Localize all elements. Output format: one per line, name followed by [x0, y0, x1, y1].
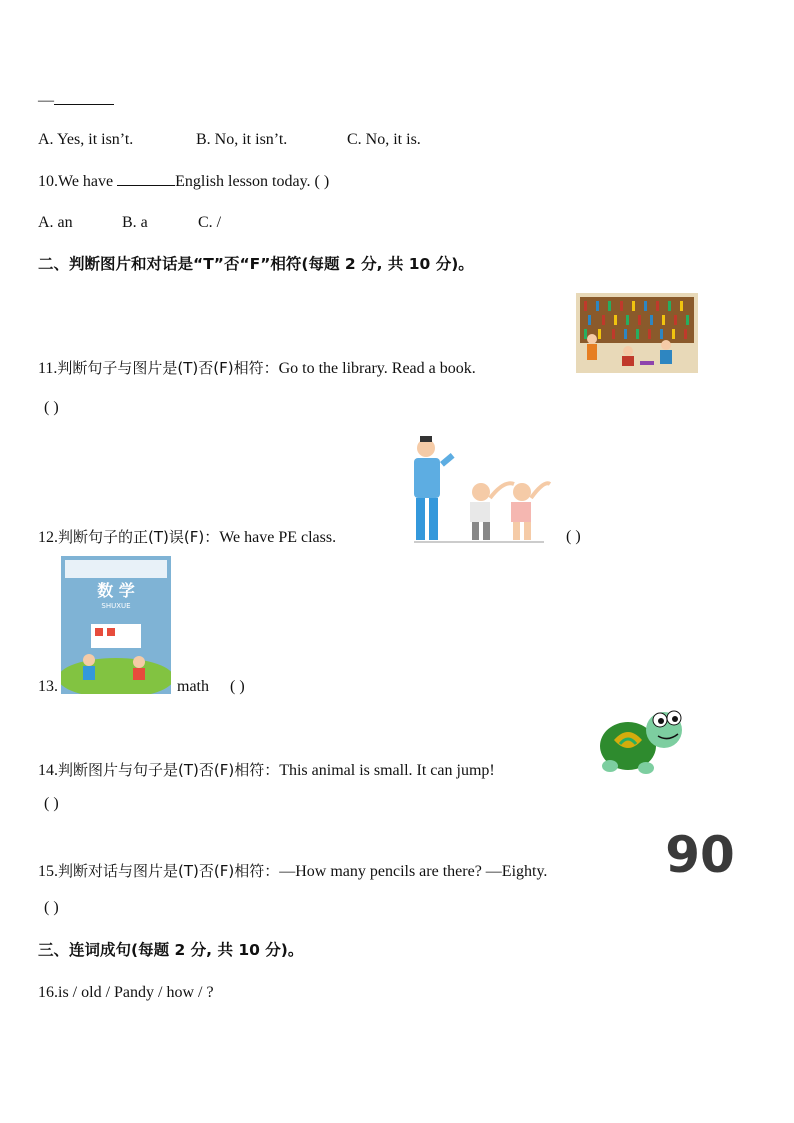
question-number: 15. [38, 863, 58, 880]
question-15 [38, 861, 547, 882]
number-90-picture [662, 826, 738, 880]
figure-number: 90 [665, 826, 735, 880]
question-12 [38, 527, 336, 548]
answer-paren[interactable]: ( ) [230, 678, 245, 695]
library-picture [576, 293, 698, 373]
answer-paren[interactable]: ( ) [44, 399, 59, 416]
answer-blank[interactable] [54, 90, 114, 105]
answer-paren[interactable]: ( ) [566, 528, 581, 545]
question-16 [38, 983, 214, 1003]
option-c: C. / [198, 214, 222, 231]
question-sentence: We have PE class. [219, 529, 337, 546]
option-b: B. a [122, 214, 148, 231]
question-11 [38, 358, 476, 379]
option-b: B. No, it isn’t. [196, 131, 288, 148]
question-number: 16. [38, 984, 58, 1001]
answer-paren[interactable]: ( ) [44, 899, 59, 916]
section-2-heading: 二、判断图片和对话是“T”否“F”相符(每题 2 分, 共 10 分)。 [38, 255, 474, 273]
math-book-picture [61, 556, 171, 694]
question-instruction: 判断句子与图片是(T)否(F)相符： [57, 359, 279, 377]
question-sentence: —How many pencils are there? —Eighty. [279, 863, 548, 880]
q9-answer-line [38, 90, 114, 111]
question-instruction: 判断图片与句子是(T)否(F)相符： [58, 761, 280, 779]
question-instruction: 判断对话与图片是(T)否(F)相符： [58, 862, 280, 880]
answer-paren[interactable]: ( ) [44, 795, 59, 812]
question-14 [38, 760, 495, 781]
question-number: 13. [38, 678, 58, 695]
question-suffix: English lesson today. ( ) [175, 173, 330, 190]
question-number: 12. [38, 529, 58, 546]
question-sentence: Go to the library. Read a book. [278, 360, 476, 377]
question-13 [38, 677, 58, 697]
turtle-picture [598, 704, 688, 776]
question-words: is / old / Pandy / how / ? [58, 984, 214, 1001]
question-instruction: 判断句子的正(T)误(F)： [58, 528, 220, 546]
question-13-word [177, 677, 209, 697]
option-a: A. Yes, it isn’t. [38, 131, 134, 148]
q9-options [38, 130, 421, 150]
section-3-heading: 三、连词成句(每题 2 分, 共 10 分)。 [38, 941, 304, 959]
question-10 [38, 171, 329, 192]
question-number: 14. [38, 762, 58, 779]
dash: — [38, 92, 54, 109]
answer-blank[interactable] [117, 171, 175, 186]
question-word: math [177, 678, 209, 695]
question-sentence: This animal is small. It can jump! [279, 762, 495, 779]
question-number: 10. [38, 173, 58, 190]
pe-class-picture [404, 436, 554, 546]
question-number: 11. [38, 360, 58, 377]
book-title: 数 学 [97, 581, 135, 600]
question-prefix: We have [58, 173, 118, 190]
option-a: A. an [38, 214, 73, 231]
book-pinyin: SHUXUE [101, 602, 131, 610]
option-c: C. No, it is. [347, 131, 421, 148]
q10-options [38, 213, 221, 233]
